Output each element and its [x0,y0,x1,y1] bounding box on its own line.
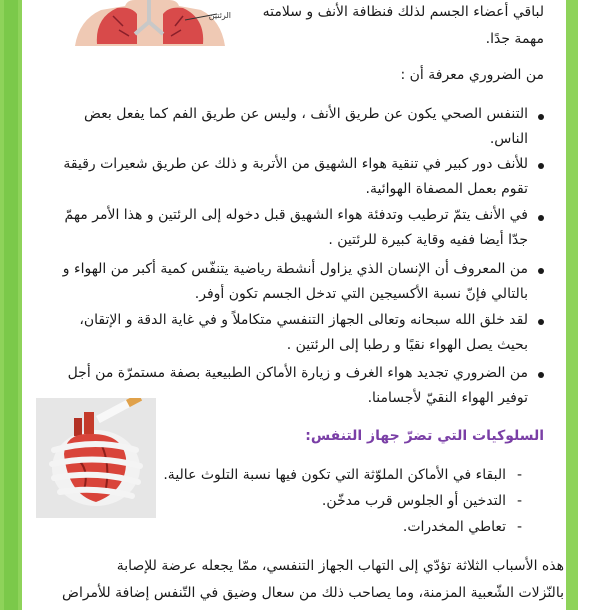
section-heading: السلوكيات التي تضرّ جهاز التنفس: [305,428,544,444]
dash-marker: - [517,467,523,483]
top-text-line-2: مهمة جدًا. [485,31,544,47]
bullet-4-line-1: من المعروف أن الإنسان الذي يزاول أنشطة رياضية يتنفّس كمية أكبر من الهواء و [62,261,528,277]
right-frame-border [566,0,578,610]
document-page [22,0,566,610]
closing-line-2: بالنّزلات الشّعبية المزمنة، وما يصاحب ذلك من سعال وضيق في التّنفس إضافة للأمراض [62,585,564,601]
bullet-4-line-2: بالتالي فإنّ نسبة الأكسيجين التي تدخل الجسم تكون أوفر. [194,286,528,302]
bullet-dot [538,163,544,169]
heart-cigarette-illustration [36,398,156,518]
bullet-dot [538,319,544,325]
closing-line-1: هذه الأسباب الثلاثة تؤدّي إلى التهاب الجهاز التنفسي، ممّا يجعله عرضة للإصابة [116,558,564,574]
harmful-item-3: تعاطي المخدرات. [402,519,506,535]
diagram-label: الرئتين [208,11,231,20]
bullet-dot [538,372,544,378]
bullet-3-line-1: في الأنف يتمّ ترطيب وتدفئة هواء الشهيق قبل دخوله إلى الرئتين و هذا الأمر مهمّ [64,207,528,223]
harmful-item-2: التدخين أو الجلوس قرب مدخّن. [321,493,506,509]
top-text-line-1: لباقي أعضاء الجسم لذلك فنظافة الأنف و سلامته [262,4,544,20]
bullet-3-line-2: جدّا أيضا ففيه وقاية كبيرة للرئتين . [328,232,528,248]
bullet-5-line-2: بحيث يصل الهواء نقيًا و رطبا إلى الرئتين . [286,337,528,353]
bullet-dot [538,114,544,120]
bullet-6-line-2: توفير الهواء النقيّ لأجسامنا. [367,390,528,406]
bullet-5-line-1: لقد خلق الله سبحانه وتعالى الجهاز التنفسي متكاملاً و في غاية الدقة و الإتقان، [79,312,528,328]
harmful-item-1: البقاء في الأماكن الملوّثة التي تكون فيها نسبة التلوث عالية. [163,467,506,483]
lungs-diagram [65,0,235,46]
intro-text: من الضروري معرفة أن : [400,67,544,83]
bullet-6-line-1: من الضروري تجديد هواء الغرف و زيارة الأماكن الطبيعية بصفة مستمرّة من أجل [67,365,528,381]
bullet-1-line-1: التنفس الصحي يكون عن طريق الأنف ، وليس عن طريق الفم كما يفعل بعض [83,106,528,122]
bullet-1-line-2: الناس. [489,131,528,147]
bullet-2-line-1: للأنف دور كبير في تنقية هواء الشهيق من الأتربة و ذلك عن طريق شعيرات رقيقة [63,156,528,172]
bullet-dot [538,268,544,274]
dash-marker: - [517,519,523,535]
left-frame-border [0,0,22,610]
bullet-dot [538,215,544,221]
bullet-2-line-2: تقوم بعمل المصفاة الهوائية. [365,181,528,197]
dash-marker: - [517,493,523,509]
